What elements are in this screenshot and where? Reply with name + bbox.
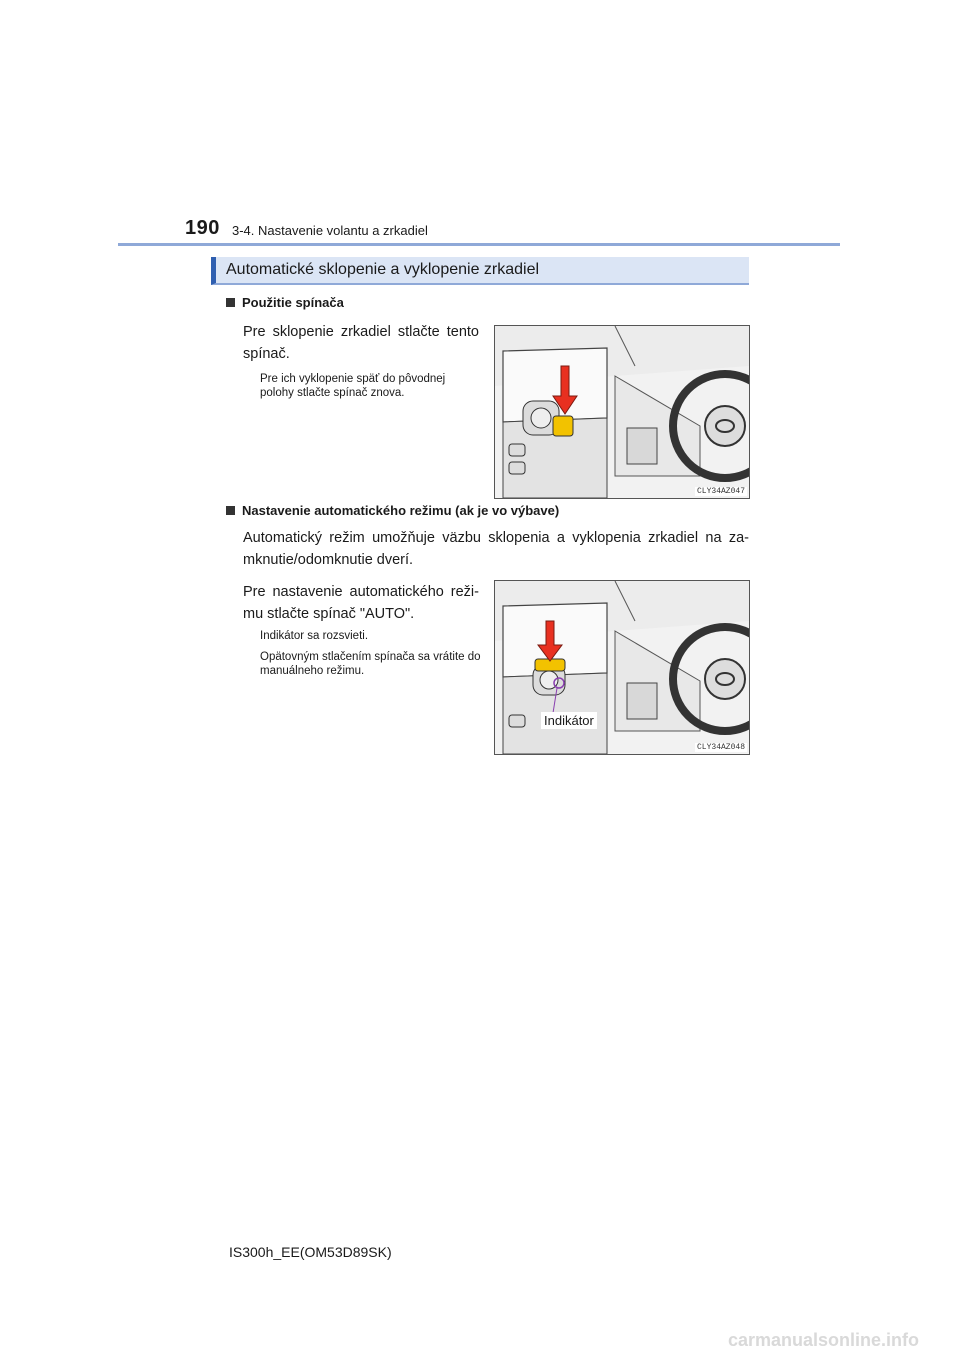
figure-mirror-fold-switch <box>494 325 750 499</box>
section-header <box>211 257 749 285</box>
auto-mode-instruction: Pre nastavenie automatického režimu stlačte spínač "AUTO". <box>243 584 479 622</box>
page-number: 190 <box>185 217 220 239</box>
manual-mode-note: Opätovným stlačením spínača sa vrátite do manuálneho režimu. <box>260 651 481 677</box>
figure-code: CLY34AZ047 <box>696 487 745 496</box>
section-title: Automatické sklopenie a vyklopenie zrkadiel <box>226 261 540 278</box>
model-code: IS300h_EE(OM53D89SK) <box>229 1244 392 1260</box>
switch-note: Pre ich vyklopenie späť do pôvodnej polohy stlačte spínač znova. <box>260 373 446 399</box>
auto-mode-intro: Automatický režim umožňuje väzbu sklopenia a vyklopenia zrkadiel na zamknutie/odomknutie dverí. <box>243 530 749 568</box>
switch-instruction: Pre sklopenie zrkadiel stlačte tento spínač. <box>243 324 479 362</box>
mirror-fold-switch-illustration <box>495 326 749 498</box>
subheading-auto-mode: Nastavenie automatického režimu (ak je vo výbave) <box>226 503 559 518</box>
square-bullet-icon <box>226 298 235 307</box>
indicator-note: Indikátor sa rozsvieti. <box>260 630 369 642</box>
chapter-title: 3-4. Nastavenie volantu a zrkadiel <box>232 223 428 238</box>
watermark: carmanualsonline.info <box>728 1330 920 1350</box>
figure-code: CLY34AZ048 <box>696 743 745 752</box>
header-rule <box>118 243 840 246</box>
figure-auto-switch <box>494 580 750 755</box>
indicator-label: Indikátor <box>541 712 597 729</box>
square-bullet-icon <box>226 506 235 515</box>
auto-switch-illustration <box>495 581 749 754</box>
subheading-switch-use: Použitie spínača <box>226 295 344 310</box>
